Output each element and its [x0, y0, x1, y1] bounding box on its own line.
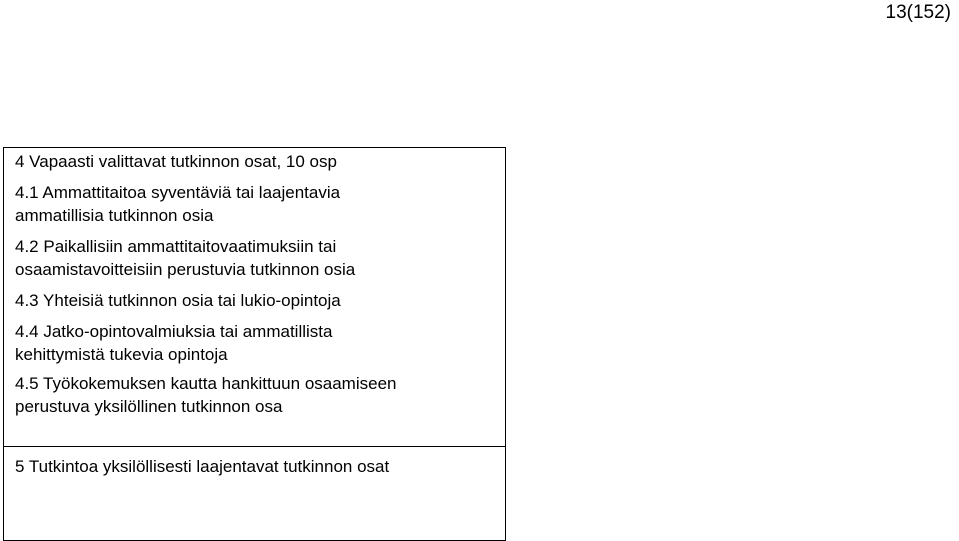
item-4-4-line-1: 4.4 Jatko-opintovalmiuksia tai ammatillista — [15, 322, 333, 341]
section-4-title: 4 Vapaasti valittavat tutkinnon osat, 10 osp — [15, 152, 337, 171]
item-4-5-line-1: 4.5 Työkokemuksen kautta hankittuun osaamiseen — [15, 374, 397, 393]
item-4-2-line-2: osaamistavoitteisiin perustuvia tutkinnon osia — [15, 260, 356, 279]
item-4-5-line-2: perustuva yksilöllinen tutkinnon osa — [15, 397, 283, 416]
content-table — [3, 147, 506, 541]
page-number: 13(152) — [885, 2, 951, 23]
section-5-title: 5 Tutkintoa yksilöllisesti laajentavat tutkinnon osat — [15, 457, 390, 476]
item-4-1-line-2: ammatillisia tutkinnon osia — [15, 206, 214, 225]
table-row-section-4 — [4, 148, 505, 447]
item-4-2-line-1: 4.2 Paikallisiin ammattitaitovaatimuksiin tai — [15, 237, 337, 256]
item-4-1-line-1: 4.1 Ammattitaitoa syventäviä tai laajentavia — [15, 183, 341, 202]
item-4-3-line-1: 4.3 Yhteisiä tutkinnon osia tai lukio-opintoja — [15, 291, 341, 310]
item-4-4-line-2: kehittymistä tukevia opintoja — [15, 345, 228, 364]
